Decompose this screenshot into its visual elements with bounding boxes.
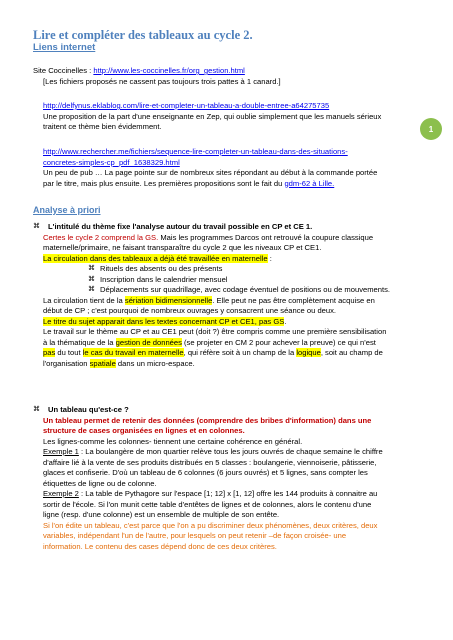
p2-head: Un tableau qu'est-ce ? (48, 405, 129, 414)
p1-l8-hl: gestion de données (115, 337, 182, 347)
site3-desc-1: Un peu de pub … La page pointe sur de nombreux sites répondant au début à la commande portée (43, 168, 378, 177)
analyse-heading: Analyse à priori (33, 205, 101, 215)
p1-l4-hl: sériation bidimensionnelle (124, 295, 213, 305)
bullet-icon: ⌘ (33, 406, 40, 413)
page-number-badge: 1 (420, 118, 442, 140)
p1-l9-b: , qui réfère soit à un champ de la (183, 348, 297, 357)
p1-l9-hl3: logique (296, 348, 321, 357)
p1-l10-a: l'organisation (43, 358, 90, 368)
p1-l3-hl: La circulation dans des tableaux a déjà été travaillée en maternelle (43, 253, 268, 263)
ex1-l1: : La boulangère de mon quartier relève tous les jours ouvrés de chaque semaine le chiffre (78, 447, 383, 456)
site1-note: [Les fichiers proposés ne cassent pas toujours trois pattes à 1 canard.] (43, 76, 281, 86)
p1-l10-hl: spatiale (89, 358, 116, 368)
links-heading: Liens internet (33, 42, 96, 53)
p2-or-3: information. Le contenu des cases dépend donc de ces deux critères. (43, 541, 277, 551)
ex1-label: Exemple 1 (43, 447, 79, 456)
site2-desc-1: Une proposition de la part d'une enseignante en Zep, qui oublie simplement que les manuels sérieux (43, 111, 382, 121)
analyse-section-1 (33, 222, 403, 369)
p1-l2: maternelle/primaire, ne faisant transparaître du cycle 2 que les niveaux CP et CE1. (43, 243, 322, 252)
p1-l1-red: Certes le cycle 2 comprend la GS. (43, 232, 159, 242)
p1-sub-2: Inscription dans le calendrier mensuel (100, 274, 228, 284)
p2-or-2: variables, indépendant l'un de l'autre, pour lesquels on peut retenir –de façon croisée- une (43, 531, 347, 540)
p1-l3-rest: : (267, 253, 272, 263)
ex1-l2: d'affaire lié à la vente de ses produits distribués en 5 classes : boulangerie, viennoiserie, pâtisserie, (43, 457, 377, 467)
ex1-l4: étiquettes de ligne ou de colonne. (43, 478, 157, 488)
p1-l6-hl: Le titre du sujet apparait dans les textes concernant CP et CE1, pas GS (43, 316, 285, 326)
ex2-label: Exemple 2 (43, 489, 79, 498)
gdm-link[interactable]: gdm-62 à Lille. (284, 178, 335, 188)
p1-l8-b: (se projeter en CM 2 pour achever la preuve) ce qui n'est (181, 337, 376, 347)
p1-l9-hl1: pas (43, 348, 56, 357)
ex2-l2: sortir de l'école. Si l'on munit cette table d'entêtes de lignes et de colonnes, alors le contenu d'une (43, 499, 372, 509)
ex2-l1: : La table de Pythagore sur l'espace [1; 12] x [1, 12] offre les 144 produits à connaitre au (78, 489, 378, 498)
p1-l1-rest: Mais les programmes Darcos ont retrouvé la coupure classique (158, 232, 374, 242)
site-rechercher (33, 147, 403, 189)
sub-bullet-icon: ⌘ (88, 286, 95, 293)
p2-red-1: Un tableau permet de retenir des données (comprendre des bribes d'information) dans une (43, 415, 372, 425)
page-title: Lire et compléter des tableaux au cycle 2. (33, 28, 253, 42)
p1-l4-a: La circulation tient de la (43, 295, 125, 305)
p1-l9-hl2: le cas du travail en maternelle (82, 348, 184, 357)
analyse-section-2 (33, 405, 403, 552)
p1-l8-a: à la thématique de la (43, 337, 116, 347)
p1-l5: début de CP ; c'est pourquoi de nombreux ouvrages y consacrent une séance ou deux. (43, 306, 337, 315)
sub-bullet-icon: ⌘ (88, 275, 95, 283)
bullet-icon: ⌘ (33, 223, 40, 230)
site-coccinelles (33, 66, 403, 87)
site1-prefix: Site Coccinelles : (33, 66, 94, 75)
site-delfynus (33, 101, 403, 133)
p2-or-1: Si l'on édite un tableau, c'est parce que l'on a pu discriminer deux phénomènes, deux critères, deux (43, 520, 378, 530)
p2-l1: Les lignes-comme les colonnes- tiennent une certaine cohérence en général. (43, 436, 303, 446)
p1-sub-3: Déplacements sur quadrillage, avec codage éventuel de positions ou de mouvements. (100, 285, 391, 294)
p1-head: L'intitulé du thème fixe l'analyse autour du travail possible en CP et CE 1. (48, 222, 313, 231)
p1-l6-rest: . (284, 316, 287, 326)
site2-desc-2: traitent ce thème bien évidemment. (43, 122, 162, 131)
site2-link[interactable]: http://delfynus.eklablog.com/lire-et-completer-un-tableau-a-double-entree-a64275735 (43, 101, 330, 110)
p1-l10-b: dans un micro-espace. (115, 358, 195, 368)
site1-link[interactable]: http://www.les-coccinelles.fr/org_gestion.html (93, 66, 245, 75)
site3-link-2[interactable]: concretes-simples-cp_pdf_1638329.html (43, 157, 180, 167)
p1-l9-a: du tout (55, 348, 83, 357)
site3-desc-2a: par le titre, mais plus ensuite. Les premières propositions sont le fait du (43, 178, 285, 188)
p1-sub-1: Rituels des absents ou des présents (100, 264, 223, 273)
ex1-l3: glaces et confiserie. D'où un tableau de 6 colonnes (6 jours ouvrés) et 5 lignes, sans compter les (43, 468, 368, 477)
p1-l9-c: , soit au champ de (320, 348, 383, 357)
sub-bullet-icon: ⌘ (88, 265, 95, 272)
p1-l7: Le travail sur le thème au CP et au CE1 peut (doit ?) être compris comme une première sensibilisation (43, 327, 387, 336)
site3-link-1[interactable]: http://www.rechercher.me/fichiers/sequence-lire-completer-un-tableau-dans-des-situations- (43, 147, 348, 156)
ex2-l3: ligne (resp. d'une colonne) est un ensemble de multiple de son entête. (43, 510, 280, 519)
p1-l4-b: . Elle peut ne pas être complètement acquise en (212, 295, 375, 305)
p2-red-2: structure de cases organisées en lignes et en colonnes. (43, 426, 245, 435)
